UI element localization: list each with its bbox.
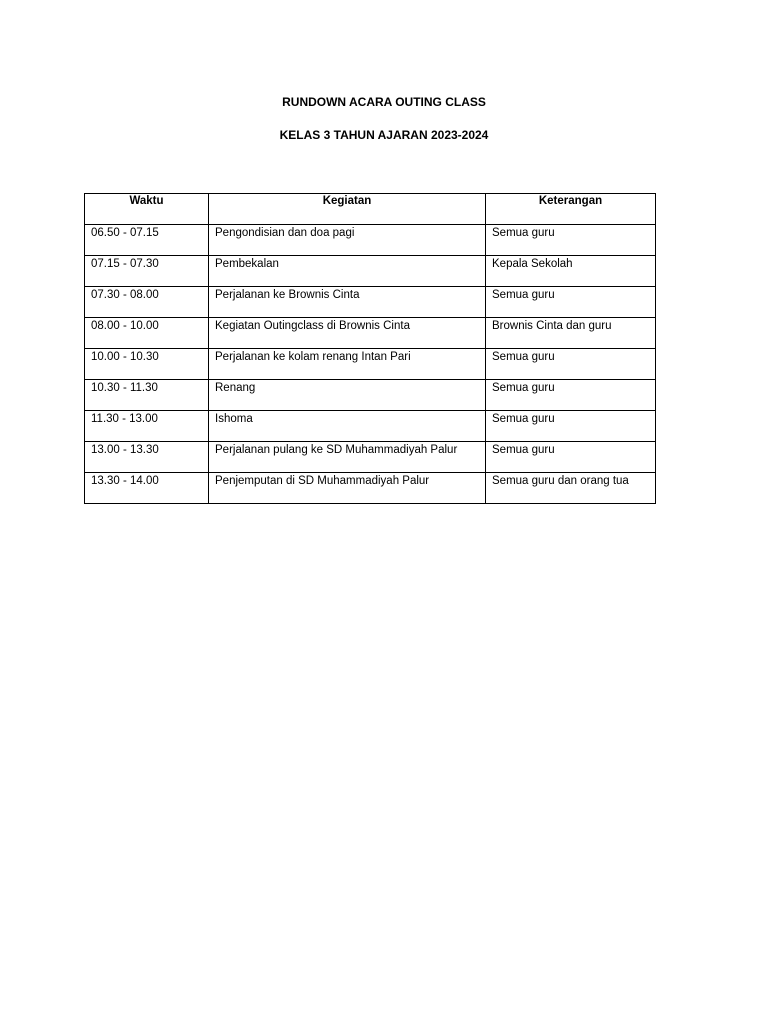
- table-row: [85, 442, 656, 473]
- table-row: [85, 256, 656, 287]
- cell-kegiatan: Pengondisian dan doa pagi: [209, 225, 486, 256]
- table-row: [85, 318, 656, 349]
- cell-keterangan: Brownis Cinta dan guru: [486, 318, 656, 349]
- cell-kegiatan: Renang: [209, 380, 486, 411]
- table-row: [85, 411, 656, 442]
- cell-keterangan: Semua guru: [486, 442, 656, 473]
- cell-keterangan: Semua guru: [486, 225, 656, 256]
- table-row: [85, 380, 656, 411]
- cell-kegiatan: Perjalanan ke Brownis Cinta: [209, 287, 486, 318]
- cell-waktu: 07.30 - 08.00: [85, 287, 209, 318]
- cell-kegiatan: Penjemputan di SD Muhammadiyah Palur: [209, 473, 486, 504]
- cell-waktu: 10.00 - 10.30: [85, 349, 209, 380]
- table-row: [85, 287, 656, 318]
- cell-keterangan: Semua guru dan orang tua: [486, 473, 656, 504]
- cell-keterangan: Kepala Sekolah: [486, 256, 656, 287]
- rundown-table: [84, 193, 656, 504]
- cell-waktu: 11.30 - 13.00: [85, 411, 209, 442]
- document-title: RUNDOWN ACARA OUTING CLASS: [282, 95, 486, 109]
- cell-waktu: 13.00 - 13.30: [85, 442, 209, 473]
- table-row: [85, 349, 656, 380]
- cell-kegiatan: Ishoma: [209, 411, 486, 442]
- cell-kegiatan: Pembekalan: [209, 256, 486, 287]
- cell-waktu: 07.15 - 07.30: [85, 256, 209, 287]
- table-row: [85, 473, 656, 504]
- cell-keterangan: Semua guru: [486, 287, 656, 318]
- cell-waktu: 13.30 - 14.00: [85, 473, 209, 504]
- cell-waktu: 10.30 - 11.30: [85, 380, 209, 411]
- cell-keterangan: Semua guru: [486, 411, 656, 442]
- cell-kegiatan: Kegiatan Outingclass di Brownis Cinta: [209, 318, 486, 349]
- header-keterangan: Keterangan: [486, 194, 656, 225]
- header-kegiatan: Kegiatan: [209, 194, 486, 225]
- table-row: [85, 225, 656, 256]
- cell-kegiatan: Perjalanan pulang ke SD Muhammadiyah Palur: [209, 442, 486, 473]
- cell-kegiatan: Perjalanan ke kolam renang Intan Pari: [209, 349, 486, 380]
- header-waktu: Waktu: [85, 194, 209, 225]
- table-header-row: [85, 194, 656, 225]
- cell-keterangan: Semua guru: [486, 349, 656, 380]
- cell-keterangan: Semua guru: [486, 380, 656, 411]
- cell-waktu: 08.00 - 10.00: [85, 318, 209, 349]
- document-subtitle: KELAS 3 TAHUN AJARAN 2023-2024: [279, 128, 489, 142]
- cell-waktu: 06.50 - 07.15: [85, 225, 209, 256]
